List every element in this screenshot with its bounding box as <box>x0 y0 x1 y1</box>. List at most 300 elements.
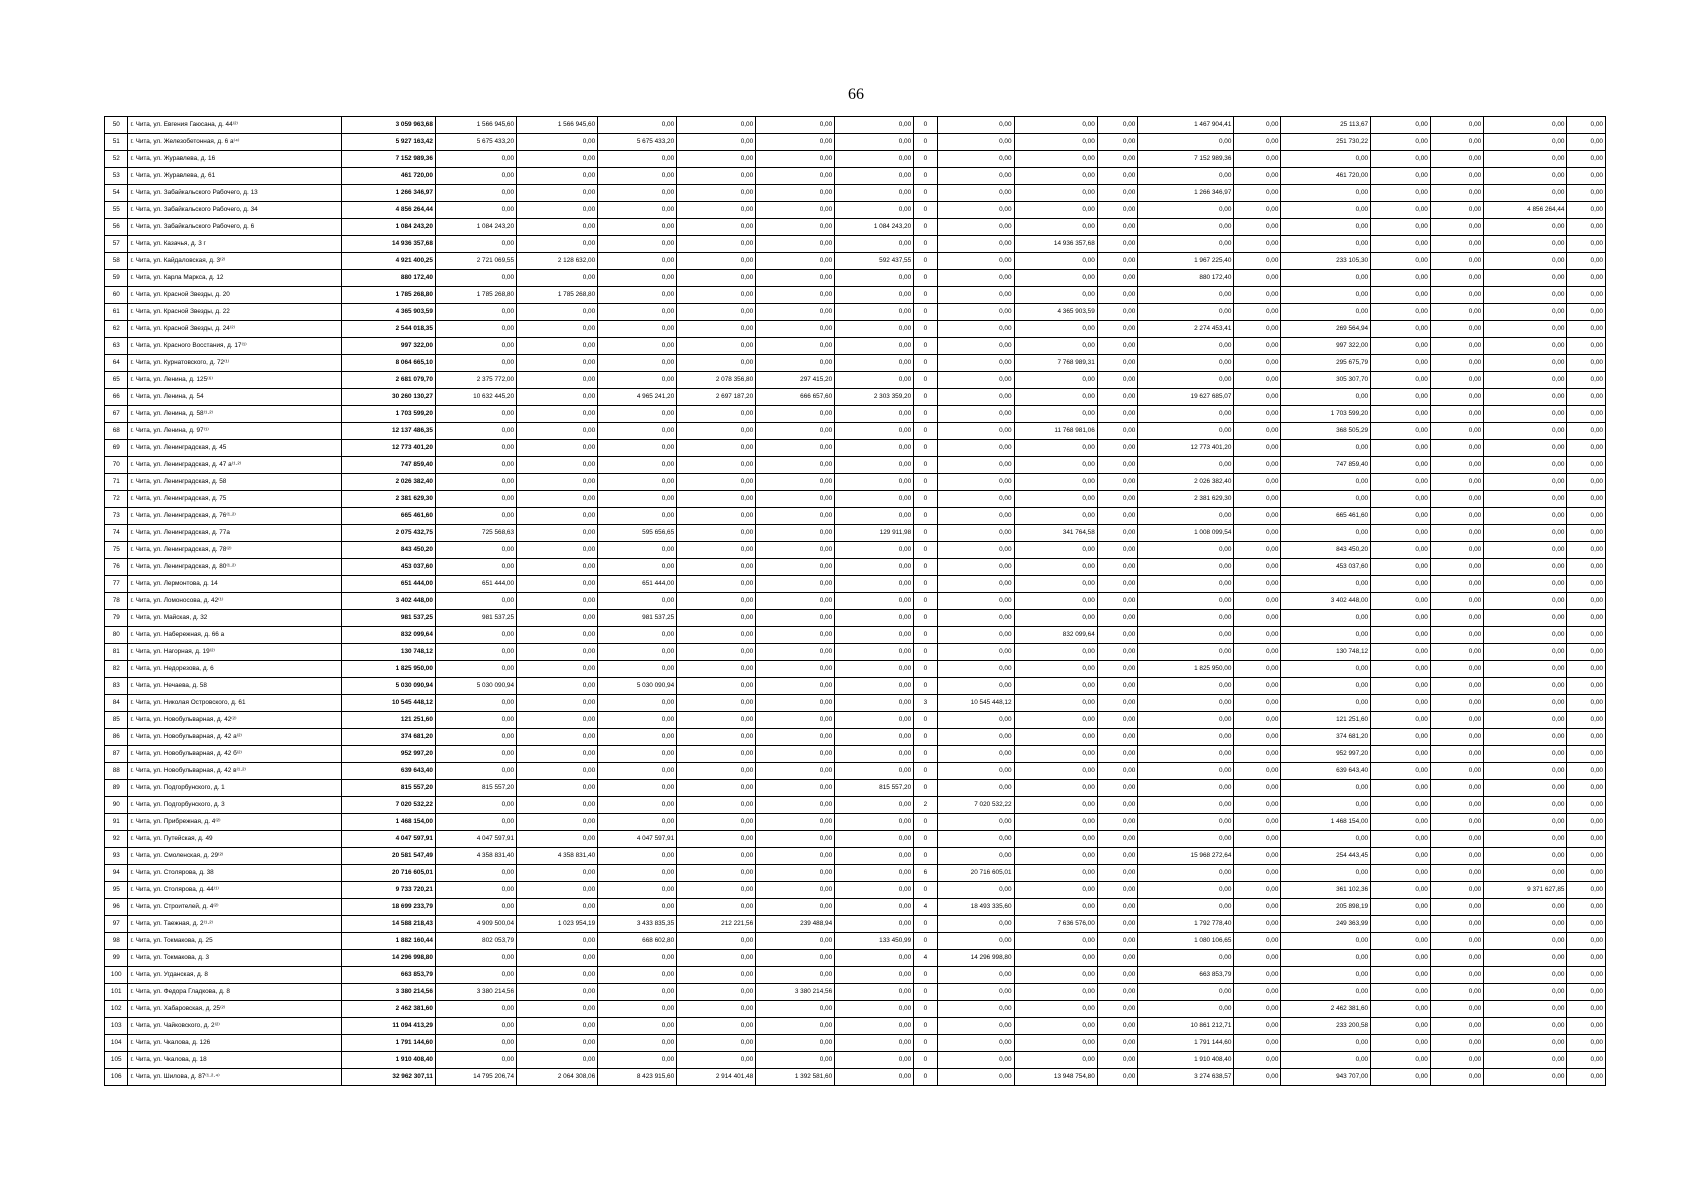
amount-cell: 0,00 <box>435 1035 516 1052</box>
amount-cell: 0,00 <box>677 933 756 950</box>
amount-cell: 3 402 448,00 <box>1281 593 1371 610</box>
amount-cell: 0,00 <box>756 355 835 372</box>
table-row <box>105 967 1606 984</box>
amount-cell: 0,00 <box>1484 542 1567 559</box>
amount-cell: 0,00 <box>1138 865 1234 882</box>
amount-cell: 5 675 433,20 <box>435 134 516 151</box>
amount-cell: 0,00 <box>598 1018 677 1035</box>
amount-cell: 0,00 <box>1138 423 1234 440</box>
amount-cell: 0,00 <box>1430 831 1483 848</box>
amount-cell: 0,00 <box>1234 542 1281 559</box>
amount-cell: 0,00 <box>1430 151 1483 168</box>
amount-cell: 0,00 <box>517 1052 598 1069</box>
amount-cell: 0,00 <box>1371 814 1431 831</box>
amount-cell: 0,00 <box>835 950 914 967</box>
amount-cell: 0,00 <box>1371 474 1431 491</box>
amount-cell: 0,00 <box>598 202 677 219</box>
amount-cell: 0,00 <box>1138 304 1234 321</box>
address-cell: г. Чита, ул. Чкалова, д. 18 <box>128 1052 342 1069</box>
amount-cell: 0,00 <box>1234 287 1281 304</box>
amount-cell: 0,00 <box>835 678 914 695</box>
amount-cell: 0,00 <box>756 712 835 729</box>
amount-cell: 0,00 <box>1484 746 1567 763</box>
amount-cell: 0,00 <box>1430 389 1483 406</box>
amount-cell: 368 505,29 <box>1281 423 1371 440</box>
count-cell: 0 <box>914 440 937 457</box>
table-row <box>105 389 1606 406</box>
amount-cell: 0,00 <box>835 729 914 746</box>
amount-cell: 0,00 <box>1430 508 1483 525</box>
amount-cell: 0,00 <box>1430 168 1483 185</box>
amount-cell: 0,00 <box>937 202 1014 219</box>
count-cell: 0 <box>914 984 937 1001</box>
amount-cell: 0,00 <box>937 372 1014 389</box>
amount-cell: 0,00 <box>756 270 835 287</box>
total-cost-cell: 639 643,40 <box>341 763 435 780</box>
amount-cell: 0,00 <box>835 610 914 627</box>
amount-cell: 0,00 <box>1484 559 1567 576</box>
amount-cell: 0,00 <box>1371 746 1431 763</box>
amount-cell: 0,00 <box>937 967 1014 984</box>
amount-cell: 0,00 <box>1138 610 1234 627</box>
amount-cell: 0,00 <box>1097 780 1138 797</box>
amount-cell: 0,00 <box>937 389 1014 406</box>
amount-cell: 0,00 <box>937 236 1014 253</box>
amount-cell: 0,00 <box>756 542 835 559</box>
amount-cell: 0,00 <box>677 321 756 338</box>
amount-cell: 0,00 <box>835 848 914 865</box>
amount-cell: 0,00 <box>1097 899 1138 916</box>
table-row <box>105 933 1606 950</box>
amount-cell: 0,00 <box>1484 797 1567 814</box>
amount-cell: 0,00 <box>1138 729 1234 746</box>
amount-cell: 0,00 <box>1138 627 1234 644</box>
amount-cell: 0,00 <box>598 627 677 644</box>
amount-cell: 11 768 981,06 <box>1014 423 1097 440</box>
amount-cell: 0,00 <box>1234 151 1281 168</box>
address-cell: г. Чита, ул. Путейская, д. 49 <box>128 831 342 848</box>
amount-cell: 1 785 268,80 <box>435 287 516 304</box>
amount-cell: 0,00 <box>937 814 1014 831</box>
amount-cell: 0,00 <box>1371 457 1431 474</box>
amount-cell: 4 856 264,44 <box>1484 202 1567 219</box>
amount-cell: 0,00 <box>1484 763 1567 780</box>
total-cost-cell: 1 791 144,60 <box>341 1035 435 1052</box>
total-cost-cell: 461 720,00 <box>341 168 435 185</box>
amount-cell: 0,00 <box>1371 899 1431 916</box>
amount-cell: 0,00 <box>1567 151 1606 168</box>
total-cost-cell: 3 380 214,56 <box>341 984 435 1001</box>
amount-cell: 0,00 <box>835 695 914 712</box>
table-row <box>105 134 1606 151</box>
amount-cell: 0,00 <box>835 627 914 644</box>
amount-cell: 0,00 <box>598 712 677 729</box>
amount-cell: 0,00 <box>1281 185 1371 202</box>
amount-cell: 1 080 106,65 <box>1138 933 1234 950</box>
amount-cell: 0,00 <box>1430 559 1483 576</box>
amount-cell: 0,00 <box>677 1001 756 1018</box>
amount-cell: 0,00 <box>1371 338 1431 355</box>
amount-cell: 1 468 154,00 <box>1281 814 1371 831</box>
amount-cell: 0,00 <box>1234 1001 1281 1018</box>
table-row <box>105 440 1606 457</box>
amount-cell: 0,00 <box>1281 661 1371 678</box>
amount-cell: 5 675 433,20 <box>598 134 677 151</box>
amount-cell: 0,00 <box>598 746 677 763</box>
amount-cell: 0,00 <box>435 882 516 899</box>
amount-cell: 0,00 <box>756 950 835 967</box>
amount-cell: 0,00 <box>937 933 1014 950</box>
amount-cell: 0,00 <box>598 355 677 372</box>
amount-cell: 952 997,20 <box>1281 746 1371 763</box>
amount-cell: 0,00 <box>1097 865 1138 882</box>
amount-cell: 0,00 <box>1281 576 1371 593</box>
amount-cell: 0,00 <box>937 746 1014 763</box>
amount-cell: 0,00 <box>835 406 914 423</box>
row-number-cell: 73 <box>105 508 128 525</box>
amount-cell: 0,00 <box>1097 474 1138 491</box>
row-number-cell: 101 <box>105 984 128 1001</box>
amount-cell: 0,00 <box>1371 423 1431 440</box>
amount-cell: 0,00 <box>1371 916 1431 933</box>
amount-cell: 0,00 <box>756 321 835 338</box>
amount-cell: 0,00 <box>598 321 677 338</box>
amount-cell: 0,00 <box>835 1035 914 1052</box>
table-row <box>105 253 1606 270</box>
amount-cell: 0,00 <box>937 406 1014 423</box>
amount-cell: 0,00 <box>1014 117 1097 134</box>
amount-cell: 0,00 <box>756 525 835 542</box>
amount-cell: 0,00 <box>1014 457 1097 474</box>
amount-cell: 1 266 346,97 <box>1138 185 1234 202</box>
row-number-cell: 64 <box>105 355 128 372</box>
amount-cell: 0,00 <box>937 491 1014 508</box>
amount-cell: 0,00 <box>756 202 835 219</box>
amount-cell: 0,00 <box>756 151 835 168</box>
amount-cell: 14 296 998,80 <box>937 950 1014 967</box>
amount-cell: 0,00 <box>1234 406 1281 423</box>
amount-cell: 0,00 <box>1281 610 1371 627</box>
amount-cell: 0,00 <box>835 984 914 1001</box>
row-number-cell: 99 <box>105 950 128 967</box>
amount-cell: 0,00 <box>435 508 516 525</box>
amount-cell: 0,00 <box>677 440 756 457</box>
amount-cell: 0,00 <box>756 559 835 576</box>
amount-cell: 747 859,40 <box>1281 457 1371 474</box>
row-number-cell: 72 <box>105 491 128 508</box>
amount-cell: 0,00 <box>1014 984 1097 1001</box>
address-cell: г. Чита, ул. Смоленская, д. 29⁽²⁾ <box>128 848 342 865</box>
amount-cell: 0,00 <box>1484 389 1567 406</box>
amount-cell: 0,00 <box>1430 1035 1483 1052</box>
row-number-cell: 92 <box>105 831 128 848</box>
amount-cell: 0,00 <box>677 984 756 1001</box>
amount-cell: 0,00 <box>1567 831 1606 848</box>
total-cost-cell: 453 037,60 <box>341 559 435 576</box>
amount-cell: 0,00 <box>1234 389 1281 406</box>
amount-cell: 0,00 <box>1234 1035 1281 1052</box>
amount-cell: 0,00 <box>1567 576 1606 593</box>
amount-cell: 0,00 <box>1014 882 1097 899</box>
amount-cell: 0,00 <box>1014 610 1097 627</box>
amount-cell: 0,00 <box>435 406 516 423</box>
amount-cell: 0,00 <box>1234 338 1281 355</box>
amount-cell: 0,00 <box>835 236 914 253</box>
amount-cell: 2 026 382,40 <box>1138 474 1234 491</box>
amount-cell: 18 493 335,60 <box>937 899 1014 916</box>
row-number-cell: 63 <box>105 338 128 355</box>
amount-cell: 0,00 <box>1430 185 1483 202</box>
amount-cell: 0,00 <box>1371 593 1431 610</box>
amount-cell: 0,00 <box>937 304 1014 321</box>
amount-cell: 0,00 <box>677 576 756 593</box>
amount-cell: 1 792 778,40 <box>1138 916 1234 933</box>
amount-cell: 0,00 <box>835 355 914 372</box>
amount-cell: 0,00 <box>1484 644 1567 661</box>
address-cell: г. Чита, ул. Ломоносова, д. 42⁽¹⁾ <box>128 593 342 610</box>
total-cost-cell: 880 172,40 <box>341 270 435 287</box>
amount-cell: 361 102,36 <box>1281 882 1371 899</box>
amount-cell: 0,00 <box>1138 678 1234 695</box>
amount-cell: 0,00 <box>937 287 1014 304</box>
amount-cell: 0,00 <box>1014 695 1097 712</box>
amount-cell: 0,00 <box>1234 1018 1281 1035</box>
amount-cell: 0,00 <box>1097 134 1138 151</box>
amount-cell: 0,00 <box>1567 559 1606 576</box>
amount-cell: 0,00 <box>517 389 598 406</box>
amount-cell: 0,00 <box>756 253 835 270</box>
total-cost-cell: 815 557,20 <box>341 780 435 797</box>
amount-cell: 0,00 <box>435 814 516 831</box>
total-cost-cell: 8 064 665,10 <box>341 355 435 372</box>
amount-cell: 249 363,99 <box>1281 916 1371 933</box>
amount-cell: 0,00 <box>835 287 914 304</box>
amount-cell: 0,00 <box>1281 984 1371 1001</box>
amount-cell: 0,00 <box>1430 338 1483 355</box>
amount-cell: 0,00 <box>1097 661 1138 678</box>
amount-cell: 0,00 <box>1097 253 1138 270</box>
amount-cell: 0,00 <box>835 134 914 151</box>
amount-cell: 0,00 <box>598 423 677 440</box>
table-row <box>105 1052 1606 1069</box>
amount-cell: 0,00 <box>1430 814 1483 831</box>
amount-cell: 0,00 <box>435 423 516 440</box>
amount-cell: 0,00 <box>517 304 598 321</box>
total-cost-cell: 20 716 605,01 <box>341 865 435 882</box>
amount-cell: 0,00 <box>1371 406 1431 423</box>
total-cost-cell: 14 588 218,43 <box>341 916 435 933</box>
amount-cell: 130 748,12 <box>1281 644 1371 661</box>
amount-cell: 0,00 <box>1430 780 1483 797</box>
amount-cell: 0,00 <box>1567 1069 1606 1086</box>
amount-cell: 0,00 <box>1234 1069 1281 1086</box>
amount-cell: 0,00 <box>1097 406 1138 423</box>
amount-cell: 0,00 <box>517 372 598 389</box>
row-number-cell: 60 <box>105 287 128 304</box>
count-cell: 0 <box>914 406 937 423</box>
amount-cell: 0,00 <box>1567 712 1606 729</box>
amount-cell: 663 853,79 <box>1138 967 1234 984</box>
total-cost-cell: 3 402 448,00 <box>341 593 435 610</box>
count-cell: 0 <box>914 712 937 729</box>
amount-cell: 0,00 <box>598 253 677 270</box>
amount-cell: 0,00 <box>1484 678 1567 695</box>
amount-cell: 0,00 <box>517 457 598 474</box>
amount-cell: 0,00 <box>1234 525 1281 542</box>
amount-cell: 0,00 <box>517 559 598 576</box>
amount-cell: 453 037,60 <box>1281 559 1371 576</box>
amount-cell: 0,00 <box>1371 1035 1431 1052</box>
amount-cell: 0,00 <box>1234 253 1281 270</box>
amount-cell: 0,00 <box>677 253 756 270</box>
amount-cell: 0,00 <box>435 661 516 678</box>
amount-cell: 0,00 <box>1430 117 1483 134</box>
amount-cell: 0,00 <box>1567 967 1606 984</box>
table-row <box>105 610 1606 627</box>
amount-cell: 0,00 <box>756 406 835 423</box>
count-cell: 0 <box>914 168 937 185</box>
amount-cell: 0,00 <box>1567 355 1606 372</box>
amount-cell: 0,00 <box>756 610 835 627</box>
amount-cell: 0,00 <box>835 865 914 882</box>
table-row <box>105 491 1606 508</box>
amount-cell: 0,00 <box>1484 780 1567 797</box>
table-row <box>105 729 1606 746</box>
amount-cell: 0,00 <box>1567 933 1606 950</box>
table-row <box>105 576 1606 593</box>
amount-cell: 981 537,25 <box>435 610 516 627</box>
amount-cell: 802 053,79 <box>435 933 516 950</box>
total-cost-cell: 5 030 090,94 <box>341 678 435 695</box>
amount-cell: 0,00 <box>435 474 516 491</box>
address-cell: г. Чита, ул. Ленинградская, д. 45 <box>128 440 342 457</box>
amount-cell: 0,00 <box>677 644 756 661</box>
amount-cell: 0,00 <box>517 202 598 219</box>
amount-cell: 0,00 <box>1138 576 1234 593</box>
amount-cell: 0,00 <box>677 491 756 508</box>
amount-cell: 0,00 <box>835 372 914 389</box>
amount-cell: 0,00 <box>1430 967 1483 984</box>
amount-cell: 269 564,94 <box>1281 321 1371 338</box>
amount-cell: 0,00 <box>835 304 914 321</box>
amount-cell: 0,00 <box>517 967 598 984</box>
table-row <box>105 865 1606 882</box>
amount-cell: 0,00 <box>1138 202 1234 219</box>
amount-cell: 0,00 <box>1014 1018 1097 1035</box>
amount-cell: 2 462 381,60 <box>1281 1001 1371 1018</box>
amount-cell: 0,00 <box>1014 151 1097 168</box>
amount-cell: 0,00 <box>756 491 835 508</box>
amount-cell: 0,00 <box>1484 440 1567 457</box>
amount-cell: 0,00 <box>937 780 1014 797</box>
address-cell: г. Чита, ул. Ленина, д. 58⁽¹·²⁾ <box>128 406 342 423</box>
amount-cell: 0,00 <box>1430 746 1483 763</box>
amount-cell: 0,00 <box>677 287 756 304</box>
amount-cell: 0,00 <box>435 168 516 185</box>
amount-cell: 0,00 <box>1097 593 1138 610</box>
amount-cell: 0,00 <box>1097 627 1138 644</box>
amount-cell: 0,00 <box>756 168 835 185</box>
amount-cell: 0,00 <box>598 882 677 899</box>
amount-cell: 0,00 <box>1014 797 1097 814</box>
amount-cell: 0,00 <box>1138 372 1234 389</box>
amount-cell: 0,00 <box>517 661 598 678</box>
amount-cell: 0,00 <box>1234 814 1281 831</box>
table-row <box>105 831 1606 848</box>
row-number-cell: 54 <box>105 185 128 202</box>
row-number-cell: 79 <box>105 610 128 627</box>
table-row <box>105 797 1606 814</box>
row-number-cell: 87 <box>105 746 128 763</box>
amount-cell: 0,00 <box>1097 746 1138 763</box>
amount-cell: 0,00 <box>1567 491 1606 508</box>
amount-cell: 0,00 <box>1430 763 1483 780</box>
amount-cell: 0,00 <box>517 1035 598 1052</box>
amount-cell: 0,00 <box>1484 270 1567 287</box>
address-cell: г. Чита, ул. Столярова, д. 38 <box>128 865 342 882</box>
address-cell: г. Чита, ул. Журавлева, д. 61 <box>128 168 342 185</box>
amount-cell: 0,00 <box>598 1001 677 1018</box>
address-cell: г. Чита, ул. Таежная, д. 2⁽¹·²⁾ <box>128 916 342 933</box>
amount-cell: 0,00 <box>1281 525 1371 542</box>
address-cell: г. Чита, ул. Новобульварная, д. 42 б⁽²⁾ <box>128 746 342 763</box>
amount-cell: 0,00 <box>1567 287 1606 304</box>
amount-cell: 0,00 <box>1138 712 1234 729</box>
total-cost-cell: 4 365 903,59 <box>341 304 435 321</box>
amount-cell: 0,00 <box>835 661 914 678</box>
amount-cell: 0,00 <box>1567 678 1606 695</box>
amount-cell: 0,00 <box>1097 440 1138 457</box>
amount-cell: 0,00 <box>835 814 914 831</box>
amount-cell: 0,00 <box>435 1001 516 1018</box>
amount-cell: 0,00 <box>1430 678 1483 695</box>
address-cell: г. Чита, ул. Ленинградская, д. 77а <box>128 525 342 542</box>
amount-cell: 0,00 <box>1281 270 1371 287</box>
amount-cell: 0,00 <box>1014 763 1097 780</box>
amount-cell: 0,00 <box>598 661 677 678</box>
amount-cell: 0,00 <box>835 185 914 202</box>
amount-cell: 0,00 <box>677 950 756 967</box>
amount-cell: 0,00 <box>1097 355 1138 372</box>
amount-cell: 0,00 <box>1014 542 1097 559</box>
amount-cell: 0,00 <box>1371 848 1431 865</box>
row-number-cell: 98 <box>105 933 128 950</box>
table-row <box>105 848 1606 865</box>
table-row <box>105 236 1606 253</box>
amount-cell: 0,00 <box>937 610 1014 627</box>
amount-cell: 0,00 <box>517 270 598 287</box>
table-row <box>105 559 1606 576</box>
amount-cell: 0,00 <box>598 151 677 168</box>
address-cell: г. Чита, ул. Ленинградская, д. 75 <box>128 491 342 508</box>
total-cost-cell: 1 703 599,20 <box>341 406 435 423</box>
amount-cell: 0,00 <box>1371 202 1431 219</box>
address-cell: г. Чита, ул. Ленина, д. 54 <box>128 389 342 406</box>
amount-cell: 0,00 <box>517 678 598 695</box>
amount-cell: 0,00 <box>1234 236 1281 253</box>
row-number-cell: 93 <box>105 848 128 865</box>
amount-cell: 0,00 <box>435 627 516 644</box>
amount-cell: 0,00 <box>937 661 1014 678</box>
amount-cell: 943 707,00 <box>1281 1069 1371 1086</box>
amount-cell: 0,00 <box>517 508 598 525</box>
amount-cell: 0,00 <box>1430 865 1483 882</box>
amount-cell: 0,00 <box>1138 134 1234 151</box>
row-number-cell: 91 <box>105 814 128 831</box>
amount-cell: 0,00 <box>1097 763 1138 780</box>
amount-cell: 0,00 <box>1430 321 1483 338</box>
amount-cell: 0,00 <box>435 559 516 576</box>
